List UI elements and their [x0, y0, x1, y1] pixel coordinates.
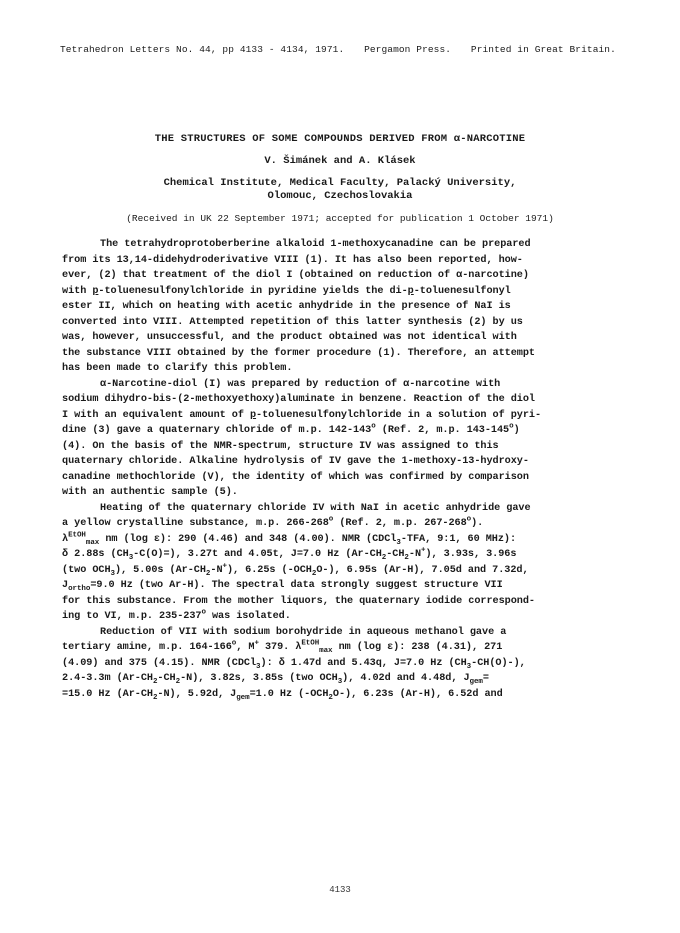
text-line: $\lambda^{EtOH}_{max}$ nm (log ε): 290 (4.46) and 348 (4.00). NMR (CDCl$_3$-TFA, 9:1, 60 MHz): [62, 531, 517, 547]
text-line: =15.0 Hz $(Ar-CH_2-N)$, 5.92d, $J_{gem}=1.0$ Hz $(-OCH_2O-)$, 6.23s (Ar-H), 6.52d and [62, 688, 503, 702]
received-dates: (Received in UK 22 September 1971; accepted for publication 1 October 1971) [126, 213, 554, 224]
text-line: converted into VIII. Attempted repetition of this latter synthesis (2) by us [62, 316, 523, 328]
text-line: with p-toluenesulfonylchloride in pyridine yields the di-p-toluenesulfonyl [62, 285, 511, 297]
article-body [62, 237, 622, 702]
text-line: tertiary amine, m.p. 164-166$^o$, M+ 379. $\lambda^{EtOH}_{max}$ nm (log ε): 238 (4.31), 271 [62, 639, 503, 656]
text-line: α-Narcotine-diol (I) was prepared by reduction of α-narcotine with [100, 378, 501, 390]
text-line: a yellow crystalline substance, m.p. 266-268$^o$ (Ref. 2, m.p. 267-268$^o$). [62, 515, 484, 529]
title-block [0, 133, 680, 224]
authors: V. Šimánek and A. Klásek [264, 155, 416, 167]
text-line: from its 13,14-didehydroderivative VIII (1). It has also been reported, how- [62, 254, 523, 266]
affiliation-line-1: Chemical Institute, Medical Faculty, Palacký University, [163, 177, 517, 189]
affiliation-line-2: Olomouc, Czechoslovakia [267, 190, 413, 202]
text-line: Reduction of VII with sodium borohydride in aqueous methanol gave a [100, 626, 507, 638]
text-line: The tetrahydroprotoberberine alkaloid 1-methoxycanadine can be prepared [100, 239, 531, 250]
text-line: (4). On the basis of the NMR-spectrum, structure IV was assigned to this [62, 440, 499, 452]
page-number: 4133 [329, 885, 351, 895]
text-line: canadine methochloride (V), the identity of which was confirmed by comparison [62, 471, 529, 483]
text-line: 2.4-3.3m $(Ar-CH_2-CH_2-N)$, 3.82s, 3.85s (two $OCH_3$), 4.02d and 4.48d, $J_{gem}=$ [62, 673, 489, 687]
text-line: quaternary chloride. Alkaline hydrolysis of IV gave the 1-methoxy-13-hydroxy- [62, 456, 529, 467]
text-line: (4.09) and 375 (4.15). NMR (CDCl$_3$): δ 1.47d and 5.43q, J=7.0 Hz $(CH_3-CH(O)-)$, [62, 657, 526, 671]
text-line: dine (3) gave a quaternary chloride of m.p. 142-143$^o$ (Ref. 2, m.p. 143-145$^o$) [62, 422, 520, 436]
text-line: ing to VI, m.p. 235-237$^o$ was isolated. [62, 608, 291, 622]
publisher: Pergamon Press. [364, 44, 452, 55]
text-line: for this substance. From the mother liquors, the quaternary iodide correspond- [62, 595, 535, 607]
text-line: ever, (2) that treatment of the diol I (obtained on reduction of α-narcotine) [62, 270, 529, 281]
text-line: has been made to clarify this problem. [62, 363, 293, 374]
printed-note: Printed in Great Britain. [470, 44, 616, 55]
text-line: (two $OCH_3$), 5.00s $(Ar-CH_2-N^+)$, 6.25s $(-OCH_2O-)$, 6.95s (Ar-H), 7.05d and 7.32d, [62, 562, 529, 578]
article-title: THE STRUCTURES OF SOME COMPOUNDS DERIVED FROM α-NARCOTINE [154, 133, 526, 145]
journal-header [60, 44, 660, 55]
text-line: δ 2.88s $(CH_3-C(O)=)$, 3.27t and 4.05t, J=7.0 Hz $(Ar-CH_2-CH_2-N^+)$, 3.93s, 3.96s [62, 546, 517, 563]
text-line: ester II, which on heating with acetic anhydride in the presence of NaI is [62, 301, 511, 312]
text-line: the substance VIII obtained by the former procedure (1). Therefore, an attempt [62, 347, 535, 359]
text-line: I with an equivalent amount of p-toluenesulfonylchloride in a solution of pyri- [62, 409, 542, 421]
text-line: $J_{ortho}=9.0$ Hz (two Ar-H). The spectral data strongly suggest structure VII [62, 580, 503, 594]
text-line: was, however, unsuccessful, and the product obtained was not identical with [62, 332, 517, 343]
text-line: with an authentic sample (5). [62, 487, 238, 498]
text-line: sodium dihydro-bis-(2-methoxyethoxy)aluminate in benzene. Reaction of the diol [62, 394, 535, 405]
affiliation [0, 177, 680, 203]
journal-citation: Tetrahedron Letters No. 44, pp 4133 - 4134, 1971. [60, 44, 345, 55]
text-line: Heating of the quaternary chloride IV with NaI in acetic anhydride gave [100, 502, 531, 514]
